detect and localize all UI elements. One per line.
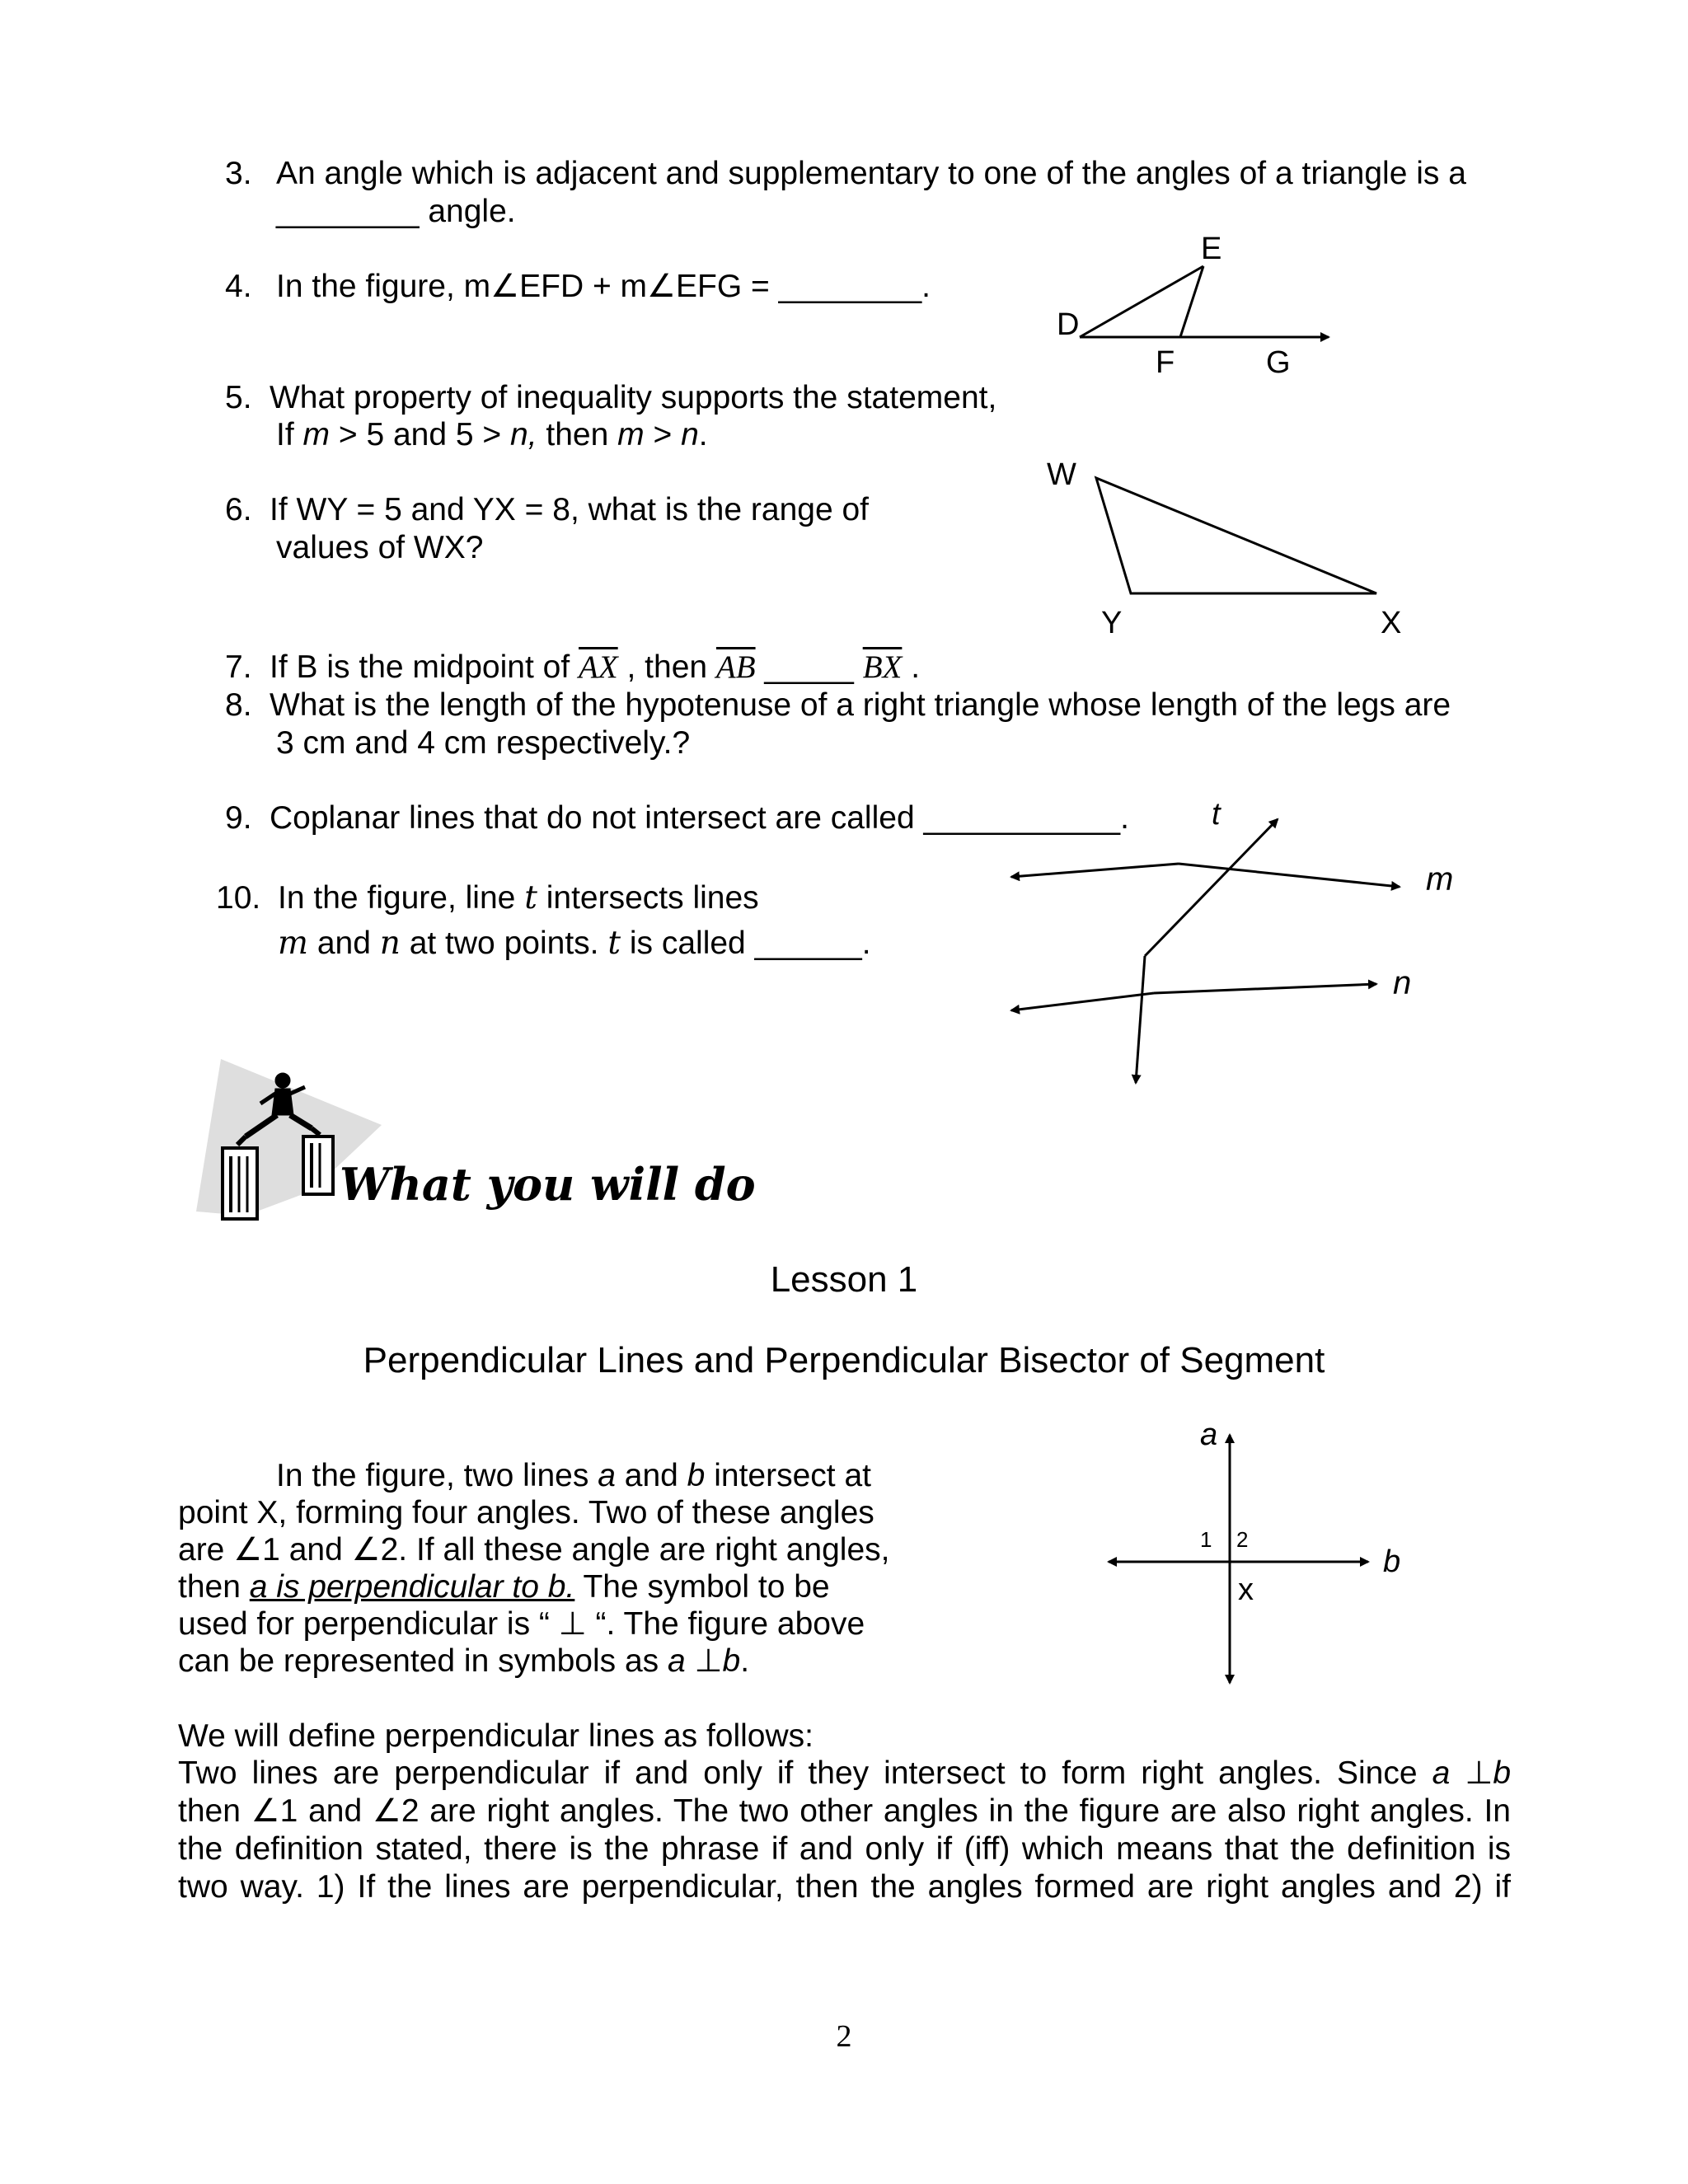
q7-pre: If B is the midpoint of — [270, 649, 579, 685]
angle-symbol: ∠ — [351, 1532, 381, 1568]
banner-title: What you will do — [340, 1158, 756, 1211]
angle-symbol: ∠ — [372, 1793, 401, 1829]
segment-bx: $\overline{BX}$ — [862, 649, 903, 685]
label-w: W — [1047, 457, 1076, 492]
var-a: a — [598, 1458, 616, 1493]
line-n — [1011, 993, 1154, 1010]
q10-part5: is called — [621, 926, 755, 961]
q4-pre: In the figure, m — [276, 269, 491, 304]
intro-text: can be represented in symbols as — [178, 1643, 668, 1679]
q9-end: . — [1120, 800, 1129, 836]
q3-tail: angle. — [419, 194, 516, 229]
intro-text: 2. If all these angle are right angles, — [380, 1532, 890, 1568]
var-t: t — [524, 879, 537, 916]
line-m — [1179, 864, 1400, 887]
var-a: a — [668, 1643, 686, 1679]
q5-if: If — [276, 417, 303, 452]
page-number: 2 — [836, 2019, 852, 2054]
q7-number: 7. — [225, 649, 252, 685]
q8-text-2: 3 cm and 4 cm respectively.? — [276, 725, 691, 761]
definition-line-1 — [178, 1755, 1511, 1793]
book-right-icon — [303, 1137, 333, 1194]
q10-blank: ______ — [754, 926, 862, 961]
q4-mid2: EFG = — [676, 269, 779, 304]
q5-gt: > — [644, 417, 682, 452]
q5-then: then — [537, 417, 618, 452]
label-x: x — [1238, 1572, 1254, 1607]
segment-ax: $\overline{AX}$ — [579, 649, 618, 685]
q7-text — [270, 649, 920, 687]
q5-gt5: > 5 and 5 > — [330, 417, 511, 452]
q6-text-2: values of WX? — [276, 530, 484, 565]
var-b: b — [1493, 1755, 1512, 1791]
var-t: t — [607, 925, 621, 962]
line-n — [1154, 984, 1376, 993]
label-a: a — [1200, 1418, 1218, 1452]
intro-line-6 — [178, 1643, 749, 1680]
figure-q10-transversal — [989, 791, 1467, 1104]
var-n: n — [379, 925, 401, 962]
label-n: n — [1393, 965, 1412, 1001]
definition-text: 2 are right angles. The two other angles in the figure are also right angles. In — [401, 1793, 1511, 1829]
q3-text: An angle which is adjacent and supplementary to one of the angles of a triangle is a — [276, 156, 1466, 191]
q5-number: 5. — [225, 380, 252, 415]
intro-line-4 — [178, 1568, 830, 1606]
var-b: b — [687, 1458, 706, 1493]
q10-part1: In the figure, line — [278, 880, 525, 916]
q6-text: If WY = 5 and YX = 8, what is the range of — [270, 492, 870, 527]
q4-mid1: EFD + m — [519, 269, 648, 304]
line-t — [1136, 956, 1145, 1083]
label-t: t — [1212, 797, 1221, 832]
intro-text: The symbol to be — [574, 1569, 830, 1605]
q4-number: 4. — [225, 269, 252, 304]
intro-text: intersect at — [705, 1458, 871, 1493]
lesson-heading: Lesson 1 — [770, 1259, 918, 1300]
label-y: Y — [1101, 606, 1123, 640]
q10-number: 10. — [216, 880, 261, 916]
perp-symbol: ⊥ — [685, 1643, 723, 1679]
q9-blank: ___________ — [923, 800, 1121, 836]
definition-line-4: two way. 1) If the lines are perpendicular, then the angles formed are right angles and 2) if — [178, 1869, 1511, 1905]
definition-paragraph — [178, 1755, 1511, 1906]
q10-part4: at two points. — [400, 926, 608, 961]
intro-text: and — [615, 1458, 687, 1493]
q10-part3: and — [307, 926, 380, 961]
label-x: X — [1381, 606, 1402, 640]
definition-line-2 — [178, 1793, 1511, 1830]
q7-blank: _____ — [755, 649, 863, 685]
intro-text: . — [740, 1643, 750, 1679]
q4-blank: ________ — [778, 269, 922, 304]
intro-line-2: point X, forming four angles. Two of these angles — [178, 1495, 874, 1530]
q7-mid: , then — [617, 649, 716, 685]
label-b: b — [1383, 1544, 1401, 1579]
definition-text: then — [178, 1793, 251, 1829]
q5-dot: . — [698, 417, 708, 452]
angle-symbol: ∠ — [490, 269, 520, 304]
definition-lead: We will define perpendicular lines as follows: — [178, 1718, 814, 1754]
definition-text: 1 and — [279, 1793, 373, 1829]
var-n: n — [681, 417, 699, 452]
definition-line-3: the definition stated, there is the phrase if and only if (iff) which means that the definition is — [178, 1831, 1511, 1867]
book-left-icon — [223, 1148, 257, 1219]
label-m: m — [1426, 861, 1454, 898]
angle-symbol: ∠ — [647, 269, 677, 304]
var-a: a — [1432, 1755, 1451, 1791]
line-m — [1011, 864, 1179, 877]
lesson-title: Perpendicular Lines and Perpendicular Bisector of Segment — [363, 1340, 1325, 1380]
q8-number: 8. — [225, 687, 252, 723]
figure-q6-triangle — [1039, 449, 1418, 643]
intro-line-1 — [276, 1457, 871, 1495]
var-n: n, — [510, 417, 537, 452]
label-g: G — [1266, 345, 1291, 380]
label-angle-2: 2 — [1236, 1527, 1249, 1552]
q3-number: 3. — [225, 156, 252, 191]
var-m: m — [617, 417, 645, 452]
label-angle-1: 1 — [1200, 1527, 1212, 1552]
q10-part2: intersects lines — [537, 880, 759, 916]
label-f: F — [1156, 345, 1175, 380]
intro-line-5: used for perpendicular is “ ⊥ “. The figure above — [178, 1606, 865, 1642]
q4-text — [276, 268, 931, 306]
definition-text: Two lines are perpendicular if and only if they intersect to form right angles. Since — [178, 1755, 1432, 1791]
q5-statement — [276, 416, 708, 454]
var-m: m — [278, 925, 308, 962]
q5-text: What property of inequality supports the statement, — [270, 380, 997, 415]
q9-prompt: Coplanar lines that do not intersect are called — [270, 800, 924, 836]
intro-text: In the figure, two lines — [276, 1458, 598, 1493]
triangle-wyx — [1096, 478, 1376, 593]
angle-symbol: ∠ — [233, 1532, 263, 1568]
q9-number: 9. — [225, 800, 252, 836]
angle-symbol: ∠ — [251, 1793, 280, 1829]
q8-text: What is the length of the hypotenuse of a right triangle whose length of the legs are — [270, 687, 1451, 723]
q6-number: 6. — [225, 492, 252, 527]
q10-text — [278, 879, 759, 917]
intro-text: 1 and — [262, 1532, 352, 1568]
perp-symbol: ⊥ — [1450, 1755, 1493, 1791]
q10-text-2 — [278, 925, 871, 963]
q10-end: . — [861, 926, 871, 961]
label-d: D — [1057, 307, 1080, 342]
label-e: E — [1201, 232, 1222, 266]
intro-underlined: a is perpendicular to b. — [249, 1569, 575, 1605]
intro-text: then — [178, 1569, 250, 1605]
q3-blank: ________ — [276, 194, 420, 229]
var-m: m — [302, 417, 331, 452]
figure-perpendicular-lines — [1096, 1413, 1409, 1694]
q7-end: . — [902, 649, 921, 685]
q3-line2 — [276, 193, 516, 231]
segment-ab: $\overline{AB}$ — [715, 649, 756, 685]
figure-q4-angles — [1057, 231, 1343, 387]
intro-line-3 — [178, 1531, 889, 1569]
q4-end: . — [921, 269, 931, 304]
var-b: b — [722, 1643, 741, 1679]
intro-text: are — [178, 1532, 234, 1568]
line-t — [1145, 819, 1278, 956]
